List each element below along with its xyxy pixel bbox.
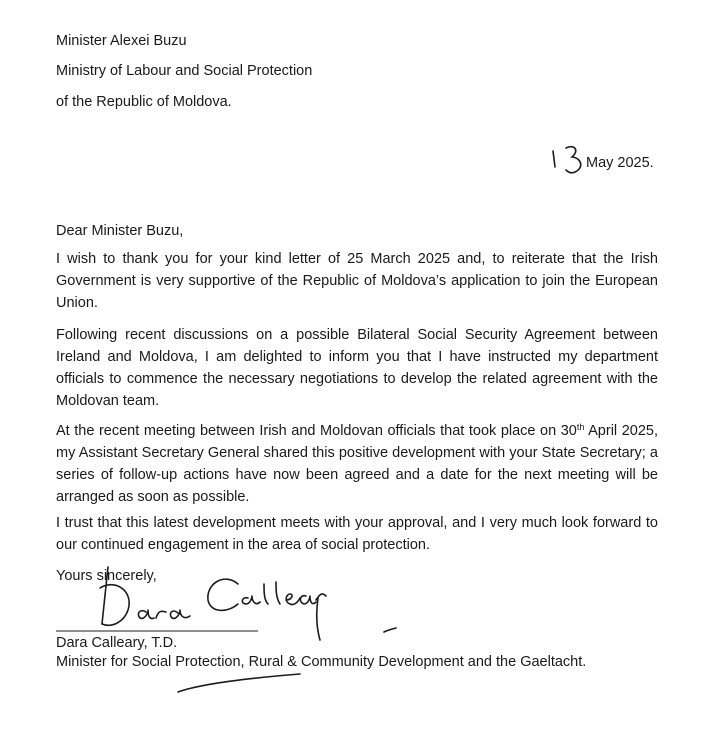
paragraph-3 (56, 420, 658, 508)
recipient-name: Minister Alexei Buzu (56, 33, 187, 49)
paragraph-4: I trust that this latest development meets with your approval, and I very much look forward to our continued engagement in the area of social protection. (56, 515, 658, 553)
signatory-title: Minister for Social Protection, Rural & Community Development and the Gaeltacht. (56, 654, 587, 670)
recipient-ministry: Ministry of Labour and Social Protection (56, 63, 313, 79)
recipient-country: of the Republic of Moldova. (56, 94, 232, 110)
paragraph-1: I wish to thank you for your kind letter of 25 March 2025 and, to reiterate that the Irish Government is very supportive of the Republic of Moldova’s application to join the European Union. (56, 251, 658, 311)
closing: Yours sincerely, (56, 568, 157, 584)
paragraph-3-ordinal: th (576, 422, 585, 432)
paragraph-2: Following recent discussions on a possible Bilateral Social Security Agreement between Ireland and Moldova, I am delighted to inform you that I have instructed my department officials to commence the necessary negotiations to develop the related agreement with the Moldovan team. (56, 327, 658, 409)
date-month-year: May 2025. (586, 155, 654, 171)
paragraph-3-start: At the recent meeting between Irish and Moldovan officials that took place on 30 (56, 423, 577, 439)
paragraph-3-end: April 2025, my Assistant Secretary General shared this positive development with your State Secretary; a series of follow-up actions have now been agreed and a date for the next meeting will be arranged as soon as possible. (56, 423, 658, 505)
salutation: Dear Minister Buzu, (56, 223, 184, 239)
signatory-name: Dara Calleary, T.D. (56, 635, 178, 651)
